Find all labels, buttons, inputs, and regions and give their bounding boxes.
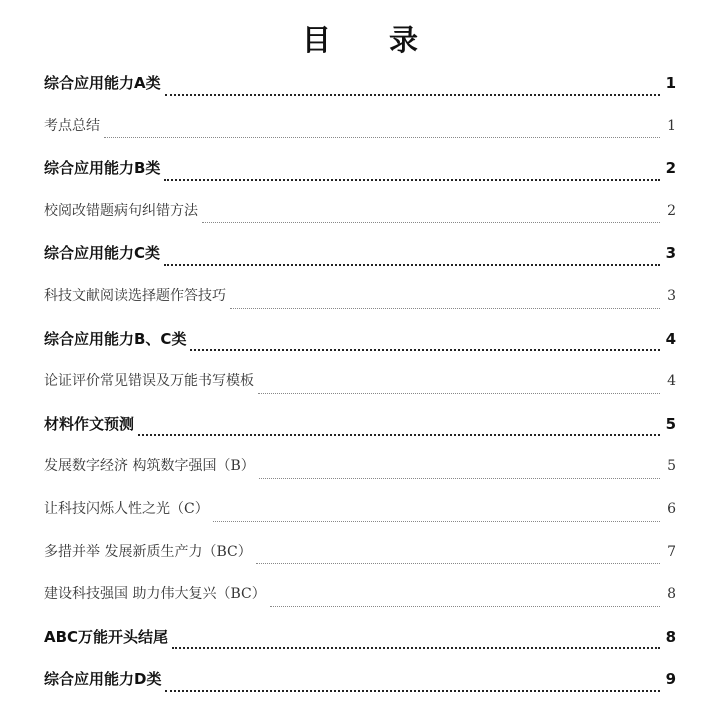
toc-entry-page: 9 (665, 670, 676, 689)
toc-entry[interactable] (44, 531, 676, 574)
toc-entry-page: 6 (667, 500, 676, 517)
toc-entry-page: 2 (665, 159, 676, 178)
toc-entry-label: 综合应用能力A类 (44, 74, 161, 92)
dot-leader (202, 222, 660, 223)
toc-entry-label: 让科技闪烁人性之光（C） (44, 500, 209, 517)
toc-entry-label: 材料作文预测 (44, 414, 135, 433)
toc-entry-label: ABC万能开头结尾 (44, 627, 169, 646)
toc-entry-label: 多措并举 发展新质生产力（BC） (44, 543, 252, 560)
toc-entry[interactable] (44, 360, 676, 403)
toc-entry[interactable] (44, 147, 676, 190)
toc-entry-label: 科技文献阅读选择题作答技巧 (44, 287, 226, 304)
toc-entry-label: 论证评价常见错误及万能书写模板 (44, 373, 254, 390)
toc-entry-label: 综合应用能力D类 (44, 670, 162, 689)
toc-entry[interactable] (44, 275, 676, 318)
dot-leader (138, 434, 660, 436)
dot-leader (165, 94, 660, 96)
toc-entry-page: 1 (665, 74, 676, 92)
toc-entry-page: 4 (667, 373, 676, 390)
toc-entry-label: 考点总结 (44, 117, 100, 134)
toc-entry-page: 5 (667, 458, 676, 475)
dot-leader (256, 563, 660, 564)
toc-entry-label: 综合应用能力B、C类 (44, 329, 187, 348)
toc-entry[interactable] (44, 318, 676, 361)
toc-entry[interactable] (44, 190, 676, 233)
toc-entry-label: 综合应用能力B类 (44, 159, 161, 178)
dot-leader (165, 690, 659, 692)
toc-entry-page: 3 (665, 244, 676, 263)
table-of-contents (44, 62, 676, 701)
toc-entry[interactable] (44, 616, 676, 659)
dot-leader (270, 606, 660, 607)
toc-entry[interactable] (44, 573, 676, 616)
dot-leader (190, 349, 659, 351)
dot-leader (258, 393, 660, 394)
toc-entry-label: 综合应用能力C类 (44, 244, 161, 263)
toc-entry-page: 4 (665, 329, 676, 348)
dot-leader (172, 647, 660, 649)
toc-entry[interactable] (44, 105, 676, 148)
toc-entry-page: 2 (667, 202, 676, 219)
toc-entry-page: 5 (665, 414, 676, 433)
toc-entry[interactable] (44, 403, 676, 446)
toc-entry[interactable] (44, 62, 676, 105)
dot-leader (164, 264, 660, 266)
toc-entry-page: 3 (667, 287, 676, 304)
toc-entry-page: 7 (667, 543, 676, 560)
page-title: 目 录 (301, 23, 443, 57)
dot-leader (230, 308, 660, 309)
toc-entry-label: 校阅改错题病句纠错方法 (44, 202, 198, 219)
toc-entry[interactable] (44, 232, 676, 275)
dot-leader (213, 521, 660, 522)
dot-leader (164, 179, 659, 181)
toc-entry-page: 1 (667, 117, 676, 134)
toc-entry-page: 8 (667, 586, 676, 603)
toc-entry[interactable] (44, 488, 676, 531)
toc-entry[interactable] (44, 658, 676, 701)
toc-entry-label: 建设科技强国 助力伟大复兴（BC） (44, 586, 266, 603)
toc-entry[interactable] (44, 445, 676, 488)
toc-entry-label: 发展数字经济 构筑数字强国（B） (44, 458, 255, 475)
toc-entry-page: 8 (665, 627, 676, 646)
dot-leader (259, 478, 660, 479)
dot-leader (104, 137, 660, 138)
